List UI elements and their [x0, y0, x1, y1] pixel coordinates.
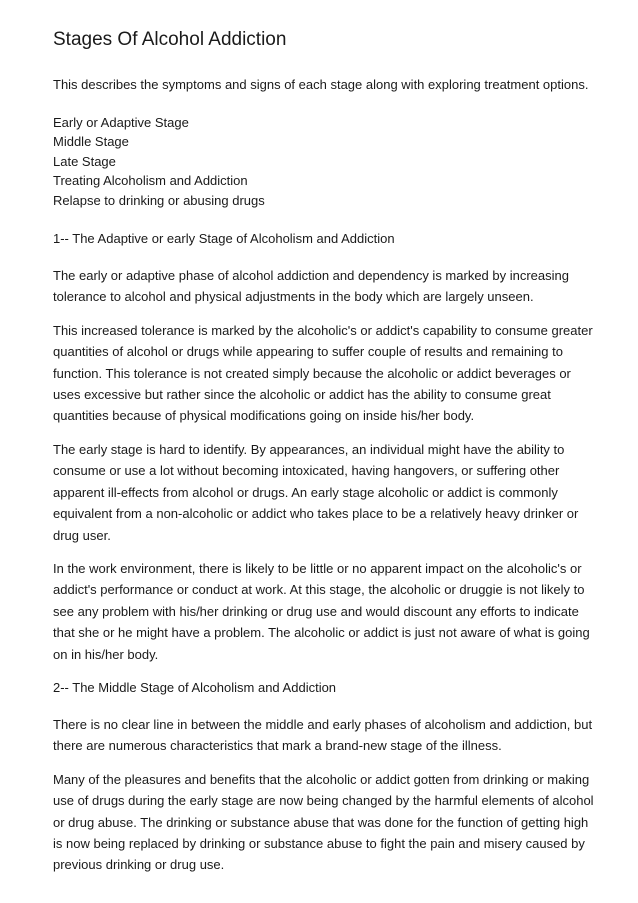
section-1-paragraph: The early or adaptive phase of alcohol addiction and dependency is marked by increasing tolerance to alcohol and physical adjustments in the body which are largely unseen. [53, 268, 569, 305]
toc-item-middle-stage: Middle Stage [53, 134, 129, 150]
toc-item-relapse: Relapse to drinking or abusing drugs [53, 192, 265, 208]
section-1-paragraph: The early stage is hard to identify. By appearances, an individual might have the ability to consume or use a lot without becoming intoxicated, having hangovers, or suffering other apparent ill-effects from alcohol or drugs. An early stage alcoholic or addict is commonly equivalent from a non-alcoholic or addict who takes place to be a relatively heavy drinker or drug user. [53, 441, 579, 543]
table-of-contents [53, 113, 598, 210]
section-2-paragraph: There is no clear line in between the middle and early phases of alcoholism and addiction, but there are numerous characteristics that mark a brand-new stage of the illness. [53, 716, 593, 754]
intro-text: This describes the symptoms and signs of each stage along with exploring treatment options. [53, 77, 589, 92]
section-2-heading: 2-- The Middle Stage of Alcoholism and Addiction [53, 679, 337, 695]
toc-item-late-stage: Late Stage [53, 153, 116, 169]
toc-item-treating: Treating Alcoholism and Addiction [53, 173, 248, 189]
section-2-paragraph: Many of the pleasures and benefits that the alcoholic or addict gotten from drinking or making use of drugs during the early stage are now being changed by the harmful elements of alcohol or drug abuse. The drinking or substance abuse that was done for the function of getting high is now being replaced by drinking or substance abuse to fight the pain and misery caused by previous drinking or drug use. [53, 771, 594, 873]
toc-item-early-stage: Early or Adaptive Stage [53, 115, 189, 130]
section-1-paragraph: In the work environment, there is likely to be little or no apparent impact on the alcoholic's or addict's performance or conduct at work. At this stage, the alcoholic or druggie is not likely to see any problem with his/her drinking or drug use and would discount any efforts to indicate that she or he might have a problem. The alcoholic or addict is just not aware of what is going on in his/her body. [53, 560, 590, 662]
document-page [53, 28, 598, 888]
section-1-heading: 1-- The Adaptive or early Stage of Alcoholism and Addiction [53, 231, 395, 247]
section-1-paragraph: This increased tolerance is marked by the alcoholic's or addict's capability to consume greater quantities of alcohol or drugs while appearing to suffer couple of results and remaining to function. This tolerance is not created simply because the alcoholic or addict beverages or uses excessive but rather since the alcoholic or addict has the ability to consume great quantities because of physical modifications going on inside his/her body. [53, 322, 593, 424]
page-title: Stages Of Alcohol Addiction [53, 29, 287, 50]
